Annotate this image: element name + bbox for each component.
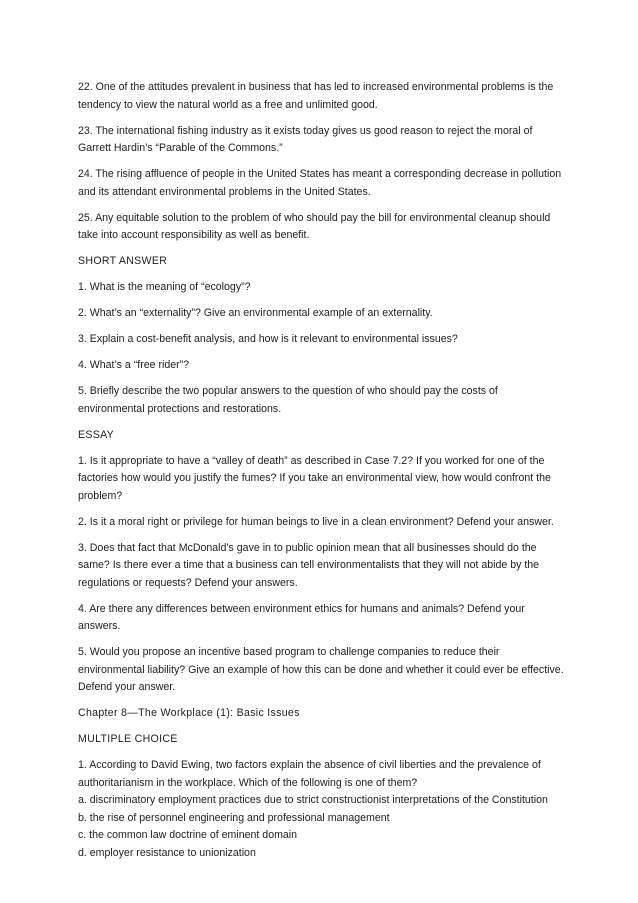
short-answer-question-2: 2. What’s an “externality”? Give an environmental example of an externality. — [78, 307, 433, 319]
mc-question-1: 1. According to David Ewing, two factors explain the absence of civil liberties and the prevalence of authoritarianism in the workplace. Which of the following is one of them? — [78, 759, 541, 789]
essay-question-4: 4. Are there any differences between environment ethics for humans and animals? Defend your answers. — [78, 602, 525, 632]
tf-question-24: 24. The rising affluence of people in the United States has meant a corresponding decrease in pollution and its attendant environmental problems in the United States. — [78, 168, 562, 198]
essay-question-5: 5. Would you propose an incentive based program to challenge companies to reduce their environmental liability? Give an example of how this can be done and whether it could ever be effective. Defend your answer. — [78, 646, 564, 693]
mc-option-d: d. employer resistance to unionization — [78, 846, 256, 859]
mc-option-a: a. discriminatory employment practices due to strict constructionist interpretations of the Constitution — [78, 794, 548, 806]
mc-option-b: b. the rise of personnel engineering and professional management — [78, 811, 390, 824]
short-answer-question-1: 1. What is the meaning of “ecology”? — [78, 281, 251, 293]
short-answer-question-5: 5. Briefly describe the two popular answers to the question of who should pay the costs of environmental protections and restorations. — [78, 385, 498, 415]
essay-question-3: 3. Does that fact that McDonald’s gave in to public opinion mean that all businesses should do the same? Is there ever a time that a business can tell environmentalists that they will not abide by the regulations or requests? Defend your answers. — [78, 541, 540, 589]
tf-question-25: 25. Any equitable solution to the problem of who should pay the bill for environmental cleanup should take into account responsibility as well as benefit. — [78, 211, 551, 241]
tf-question-22: 22. One of the attitudes prevalent in business that has led to increased environmental problems is the tendency to view the natural world as a free and unlimited good. — [78, 81, 554, 111]
mc-option-c: c. the common law doctrine of eminent domain — [78, 829, 298, 841]
short-answer-question-4: 4. What’s a “free rider”? — [78, 359, 190, 371]
essay-question-2: 2. Is it a moral right or privilege for human beings to live in a clean environment? Defend your answer. — [78, 515, 554, 528]
essay-heading: ESSAY — [78, 428, 115, 441]
multiple-choice-heading: MULTIPLE CHOICE — [78, 733, 178, 745]
document-page — [78, 79, 564, 862]
tf-question-23: 23. The international fishing industry as it exists today gives us good reason to reject the moral of Garrett Hardin’s “Parable of the Commons.” — [78, 124, 533, 154]
short-answer-question-3: 3. Explain a cost-benefit analysis, and how is it relevant to environmental issues? — [78, 333, 458, 345]
essay-question-1: 1. Is it appropriate to have a “valley of death” as described in Case 7.2? If you worked for one of the factories how would you justify the fumes? If you take an environmental view, how would confront the problem? — [78, 454, 551, 502]
short-answer-heading: SHORT ANSWER — [78, 255, 168, 267]
chapter-title: Chapter 8—The Workplace (1): Basic Issues — [78, 707, 300, 719]
